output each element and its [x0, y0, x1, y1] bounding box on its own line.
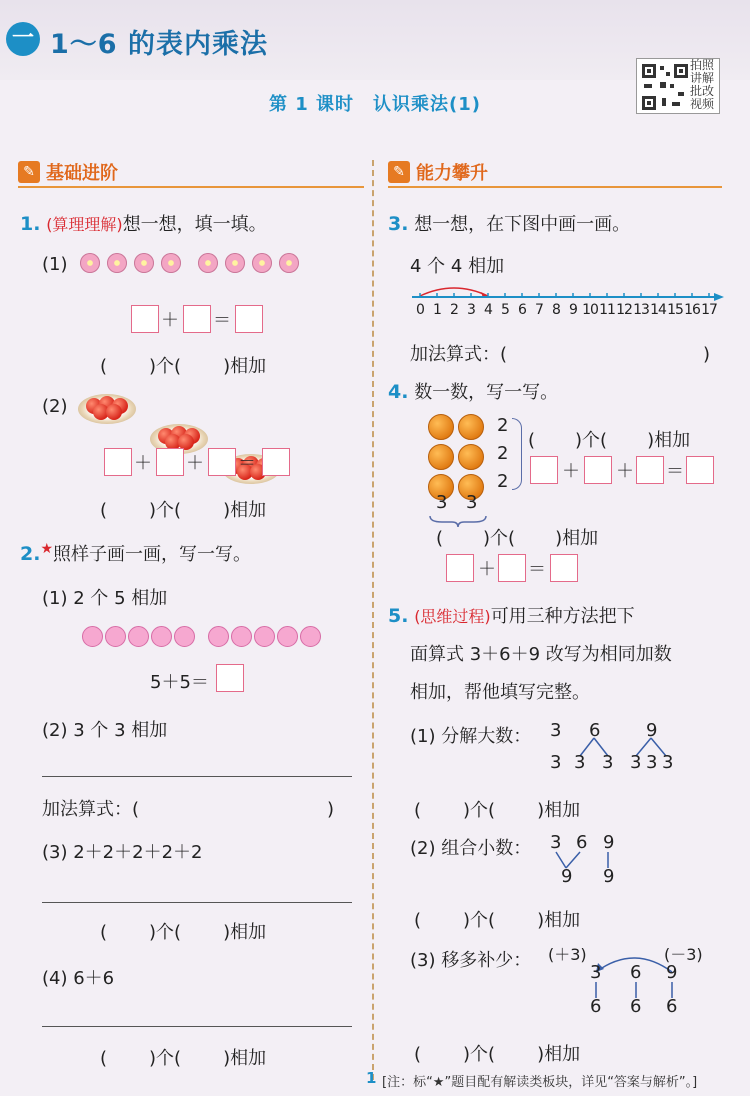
m1-bottom-num: 3	[630, 752, 642, 773]
climber-icon: ✎	[388, 161, 410, 183]
circle-icon	[208, 626, 229, 647]
m2-top-num: 3	[550, 832, 562, 853]
circle-icon	[128, 626, 149, 647]
m2-bottom-num: 9	[561, 866, 573, 887]
answer-box[interactable]	[262, 448, 290, 476]
drawing-line[interactable]	[42, 1026, 352, 1027]
plus-sign: ＋	[186, 453, 204, 474]
m1-top-num: 3	[550, 720, 562, 741]
q2-part1: (1) 2 个 5 相加	[42, 588, 168, 609]
plus-sign: ＋	[161, 310, 179, 331]
q5-method1-label: (1) 分解大数：	[410, 726, 532, 747]
number-line-label: 8	[552, 302, 560, 318]
row-label: 2	[497, 443, 509, 464]
m2-top-num: 9	[603, 832, 615, 853]
number-line-label: 9	[569, 302, 577, 318]
m3-bottom-num: 6	[666, 996, 678, 1017]
flower-icon	[78, 252, 102, 274]
number-line-arrow	[714, 293, 724, 301]
number-line-label: 4	[484, 302, 492, 318]
orange-icon	[428, 444, 454, 470]
number-line-label: 10	[582, 302, 598, 318]
q2-text: 照样子画一画，写一写。	[53, 544, 252, 565]
column-divider	[372, 160, 374, 1080]
number-line-label: 13	[633, 302, 649, 318]
q3-sub: 4 个 4 相加	[410, 256, 505, 277]
flower-icon	[196, 252, 220, 274]
answer-box[interactable]	[636, 456, 664, 484]
m3-bottom-num: 6	[630, 996, 642, 1017]
q2-p4-sentence: ( )个( )相加	[100, 1048, 267, 1069]
q1-p2-sentence: ( )个( )相加	[100, 500, 267, 521]
circle-icon	[277, 626, 298, 647]
m3-top-num: 9	[666, 962, 678, 983]
orange-icon	[428, 414, 454, 440]
circle-icon	[151, 626, 172, 647]
m2-top-num: 6	[576, 832, 588, 853]
answer-box[interactable]	[550, 554, 578, 582]
number-line-label: 11	[599, 302, 615, 318]
q3-expr: 加法算式：( )	[410, 344, 711, 365]
number-line-label: 0	[416, 302, 424, 318]
flower-icon	[159, 252, 183, 274]
plus-sign: ＋	[478, 559, 496, 580]
q1-number: 1.	[20, 213, 41, 235]
m3-minus-note: (－3)	[664, 945, 703, 964]
equals-sign: ＝	[666, 461, 684, 482]
q5-text-line3: 相加，帮他填写完整。	[410, 682, 590, 703]
circle-icon	[82, 626, 103, 647]
page-number: 1	[366, 1069, 377, 1087]
number-line-label: 12	[616, 302, 632, 318]
section-advanced	[388, 158, 722, 188]
answer-box[interactable]	[584, 456, 612, 484]
q2-number: 2.	[20, 543, 41, 565]
m1-bottom-num: 3	[662, 752, 674, 773]
q3-text: 想一想，在下图中画一画。	[414, 214, 631, 235]
m3-plus-note: (＋3)	[548, 945, 587, 964]
m3-bottom-num: 6	[590, 996, 602, 1017]
answer-box[interactable]	[530, 456, 558, 484]
q1-tag: (算理理解)	[46, 215, 123, 234]
circle-icon	[174, 626, 195, 647]
flower-group-1	[78, 252, 183, 274]
number-line-label: 17	[701, 302, 717, 318]
circle-icon	[300, 626, 321, 647]
m1-top-num: 6	[589, 720, 601, 741]
flower-icon	[277, 252, 301, 274]
flower-icon	[105, 252, 129, 274]
q2-heading	[20, 540, 251, 566]
q2-part4: (4) 6＋6	[42, 968, 115, 989]
circle-icon	[105, 626, 126, 647]
answer-box[interactable]	[216, 664, 244, 692]
star-icon: ★	[40, 541, 54, 557]
q1-part2-label: (2)	[42, 396, 68, 417]
q5-method3-label: (3) 移多补少：	[410, 950, 532, 971]
number-line-label: 5	[501, 302, 509, 318]
q2-example-equation: 5＋5＝	[150, 672, 209, 693]
drawing-line[interactable]	[42, 902, 352, 903]
m1-bottom-num: 3	[602, 752, 614, 773]
answer-box[interactable]	[131, 305, 159, 333]
q5-m1-sentence: ( )个( )相加	[414, 800, 581, 821]
equals-sign: ＝	[238, 453, 256, 474]
orange-grid	[428, 414, 488, 500]
answer-box[interactable]	[156, 448, 184, 476]
q1-p1-sentence: ( )个( )相加	[100, 356, 267, 377]
q5-m3-sentence: ( )个( )相加	[414, 1044, 581, 1065]
number-line-label: 1	[433, 302, 441, 318]
answer-box[interactable]	[446, 554, 474, 582]
number-line-label: 14	[650, 302, 666, 318]
flower-icon	[132, 252, 156, 274]
q3-number: 3.	[388, 213, 409, 235]
m1-bottom-num: 3	[550, 752, 562, 773]
m3-top-num: 6	[630, 962, 642, 983]
plus-sign: ＋	[616, 461, 634, 482]
m1-bottom-num: 3	[574, 752, 586, 773]
q5-number: 5.	[388, 605, 409, 627]
number-line-label: 16	[684, 302, 700, 318]
equals-sign: ＝	[213, 310, 231, 331]
answer-box[interactable]	[183, 305, 211, 333]
number-line-label: 2	[450, 302, 458, 318]
q4-heading	[388, 378, 558, 404]
number-line-label: 6	[518, 302, 526, 318]
number-line-label: 3	[467, 302, 475, 318]
flower-icon	[223, 252, 247, 274]
q1-heading	[20, 210, 267, 236]
answer-box[interactable]	[235, 305, 263, 333]
circle-group-1	[82, 626, 195, 647]
col-label: 3	[436, 492, 448, 513]
q1-text: 想一想，填一填。	[122, 214, 267, 235]
orange-icon	[458, 444, 484, 470]
qr-caption: 拍照讲解批改视频	[690, 58, 715, 111]
q4-col-sentence: ( )个( )相加	[436, 528, 599, 549]
answer-box[interactable]	[208, 448, 236, 476]
apple-icon	[106, 404, 122, 420]
row-label: 2	[497, 415, 509, 436]
circle-group-2	[208, 626, 321, 647]
number-line-labels	[408, 302, 724, 322]
m2-bottom-num: 9	[603, 866, 615, 887]
q4-number: 4.	[388, 381, 409, 403]
q5-text-line1: 可用三种方法把下	[490, 606, 635, 627]
right-brace	[512, 418, 522, 490]
col-label: 3	[466, 492, 478, 513]
section-basic-title: 基础进阶	[46, 163, 118, 184]
q1-part1-label: (1)	[42, 254, 68, 275]
number-line-label: 15	[667, 302, 683, 318]
plus-sign: ＋	[134, 453, 152, 474]
plus-sign: ＋	[562, 461, 580, 482]
flower-icon	[250, 252, 274, 274]
q4-text: 数一数，写一写。	[414, 382, 559, 403]
answer-box[interactable]	[686, 456, 714, 484]
q5-text-line2: 面算式 3＋6＋9 改写为相同加数	[410, 644, 672, 665]
q4-row-sentence: ( )个( )相加	[528, 430, 691, 451]
circle-icon	[231, 626, 252, 647]
q2-part2: (2) 3 个 3 相加	[42, 720, 168, 741]
q5-heading	[388, 602, 635, 628]
m1-bottom-num: 3	[646, 752, 658, 773]
section-basic	[18, 158, 364, 188]
drawing-line[interactable]	[42, 776, 352, 777]
q5-tag: (思维过程)	[414, 607, 491, 626]
row-label: 2	[497, 471, 509, 492]
answer-box[interactable]	[104, 448, 132, 476]
chapter-title: 1～6 的表内乘法	[50, 29, 268, 60]
orange-icon	[458, 414, 484, 440]
circle-icon	[254, 626, 275, 647]
q2-p3-sentence: ( )个( )相加	[100, 922, 267, 943]
apple-plate-1	[78, 394, 136, 424]
flower-group-2	[196, 252, 301, 274]
q3-heading	[388, 210, 630, 236]
footer-note: [注：标“★”题目配有解读类板块，详见“答案与解析”。]	[382, 1075, 698, 1090]
m3-top-num: 3	[590, 962, 602, 983]
equals-sign: ＝	[528, 559, 546, 580]
q5-method2-label: (2) 组合小数：	[410, 838, 532, 859]
m1-top-num: 9	[646, 720, 658, 741]
chapter-number-badge: 一	[6, 22, 40, 56]
number-line[interactable]	[408, 282, 724, 302]
lesson-title: 第 1 课时 认识乘法(1)	[268, 94, 482, 115]
number-line-label: 7	[535, 302, 543, 318]
q2-part3: (3) 2＋2＋2＋2＋2	[42, 842, 203, 863]
q5-m2-sentence: ( )个( )相加	[414, 910, 581, 931]
runner-icon: ✎	[18, 161, 40, 183]
q2-expr: 加法算式：( )	[42, 799, 335, 820]
answer-box[interactable]	[498, 554, 526, 582]
section-advanced-title: 能力攀升	[416, 163, 488, 184]
